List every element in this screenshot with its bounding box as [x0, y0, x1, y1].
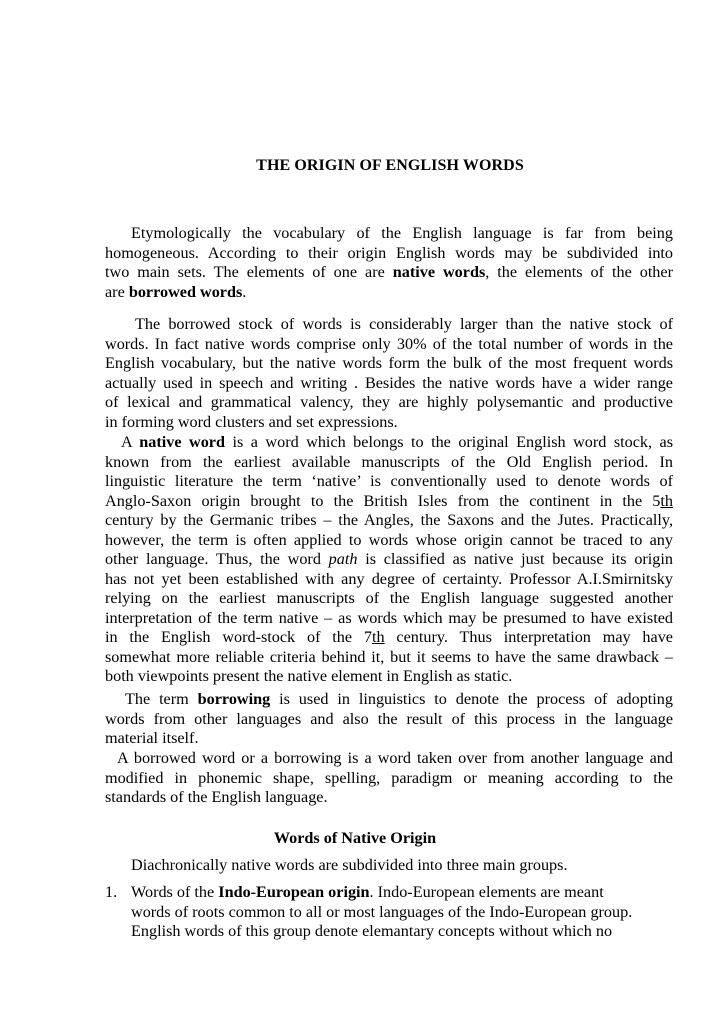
intro-paragraph — [105, 856, 673, 876]
text-line: The term borrowing is used in linguistics to denote the process of adopting — [125, 690, 673, 708]
text-line: words. In fact native words comprise only 30% of the total number of words in the — [105, 334, 673, 353]
paragraph-3 — [105, 433, 673, 687]
text-line: words from other languages and also the result of this process in the language — [105, 709, 673, 728]
bold-term: native word — [139, 433, 225, 451]
underlined-suffix: th — [372, 628, 385, 646]
text-line: English vocabulary, but the native words form the bulk of the most frequent words — [105, 354, 673, 372]
text-line: known from the earliest available manuscripts of the Old English period. In — [105, 452, 673, 471]
bold-term: borrowing — [197, 690, 271, 708]
text-line: Etymologically the vocabulary of the English language is far from being — [131, 224, 673, 242]
text-line: relying on the earliest manuscripts of the English language suggested another — [105, 589, 673, 607]
text-line: English words of this group denote elemantary concepts without which no — [131, 922, 613, 940]
text-line: however, the term is often applied to words whose origin cannot be traced to any — [105, 530, 673, 549]
list-item-text — [131, 883, 671, 942]
paragraph-5 — [105, 749, 673, 808]
paragraph-4 — [105, 690, 673, 749]
text-line: century by the Germanic tribes – the Angles, the Saxons and the Jutes. Practically, — [105, 511, 673, 529]
text-line: both viewpoints present the native element in English as static. — [105, 667, 513, 685]
text-line: standards of the English language. — [105, 788, 328, 806]
text-line: Anglo-Saxon origin brought to the British Isles from the continent in the 5th — [105, 491, 673, 510]
section-heading: Words of Native Origin — [273, 829, 437, 847]
italic-term: path — [328, 550, 358, 568]
text-line: of lexical and grammatical valency, they are highly polysemantic and productive — [105, 393, 673, 411]
text-line: interpretation of the term native – as words which may be presumed to have existed — [105, 608, 673, 627]
paragraph-2 — [105, 315, 673, 432]
bold-term: Indo-European origin — [218, 883, 370, 901]
text-line: in forming word clusters and set expressions. — [105, 412, 398, 431]
text-line: has not yet been established with any degree of certainty. Professor A.I.Smirnitsky — [105, 569, 673, 588]
text-line: words of roots common to all or most languages of the Indo-European group. — [131, 902, 633, 921]
text-line: are borrowed words. — [105, 282, 247, 301]
text-line: The borrowed stock of words is considerably larger than the native stock of — [135, 315, 673, 333]
text-line: A borrowed word or a borrowing is a word taken over from another language and — [117, 749, 673, 767]
text-line: material itself. — [105, 729, 199, 747]
bold-term: native words — [392, 263, 486, 281]
text-line: modified in phonemic shape, spelling, paradigm or meaning according to the — [105, 768, 673, 787]
list-number: 1. — [105, 883, 118, 901]
text-line: other language. Thus, the word path is classified as native just because its origin — [105, 550, 673, 568]
page-title: THE ORIGIN OF ENGLISH WORDS — [256, 157, 524, 174]
text-line: Words of the Indo-European origin. Indo-European elements are meant — [131, 883, 604, 901]
bold-term: borrowed words — [128, 282, 243, 301]
text-line: in the English word-stock of the 7th century. Thus interpretation may have — [105, 628, 673, 646]
text-line: Diachronically native words are subdivided into three main groups. — [131, 856, 568, 874]
text-line: A native word is a word which belongs to the original English word stock, as — [121, 433, 674, 451]
text-line: actually used in speech and writing . Besides the native words have a wider range — [105, 373, 673, 392]
text-line: two main sets. The elements of one are native words, the elements of the other — [105, 263, 673, 281]
text-line: linguistic literature the term ‘native’ is conventionally used to denote words of — [105, 472, 673, 490]
paragraph-1 — [105, 224, 673, 302]
text-line: homogeneous. According to their origin English words may be subdivided into — [105, 243, 673, 262]
underlined-suffix: th — [660, 491, 673, 510]
text-line: somewhat more reliable criteria behind it, but it seems to have the same drawback – — [105, 647, 673, 666]
